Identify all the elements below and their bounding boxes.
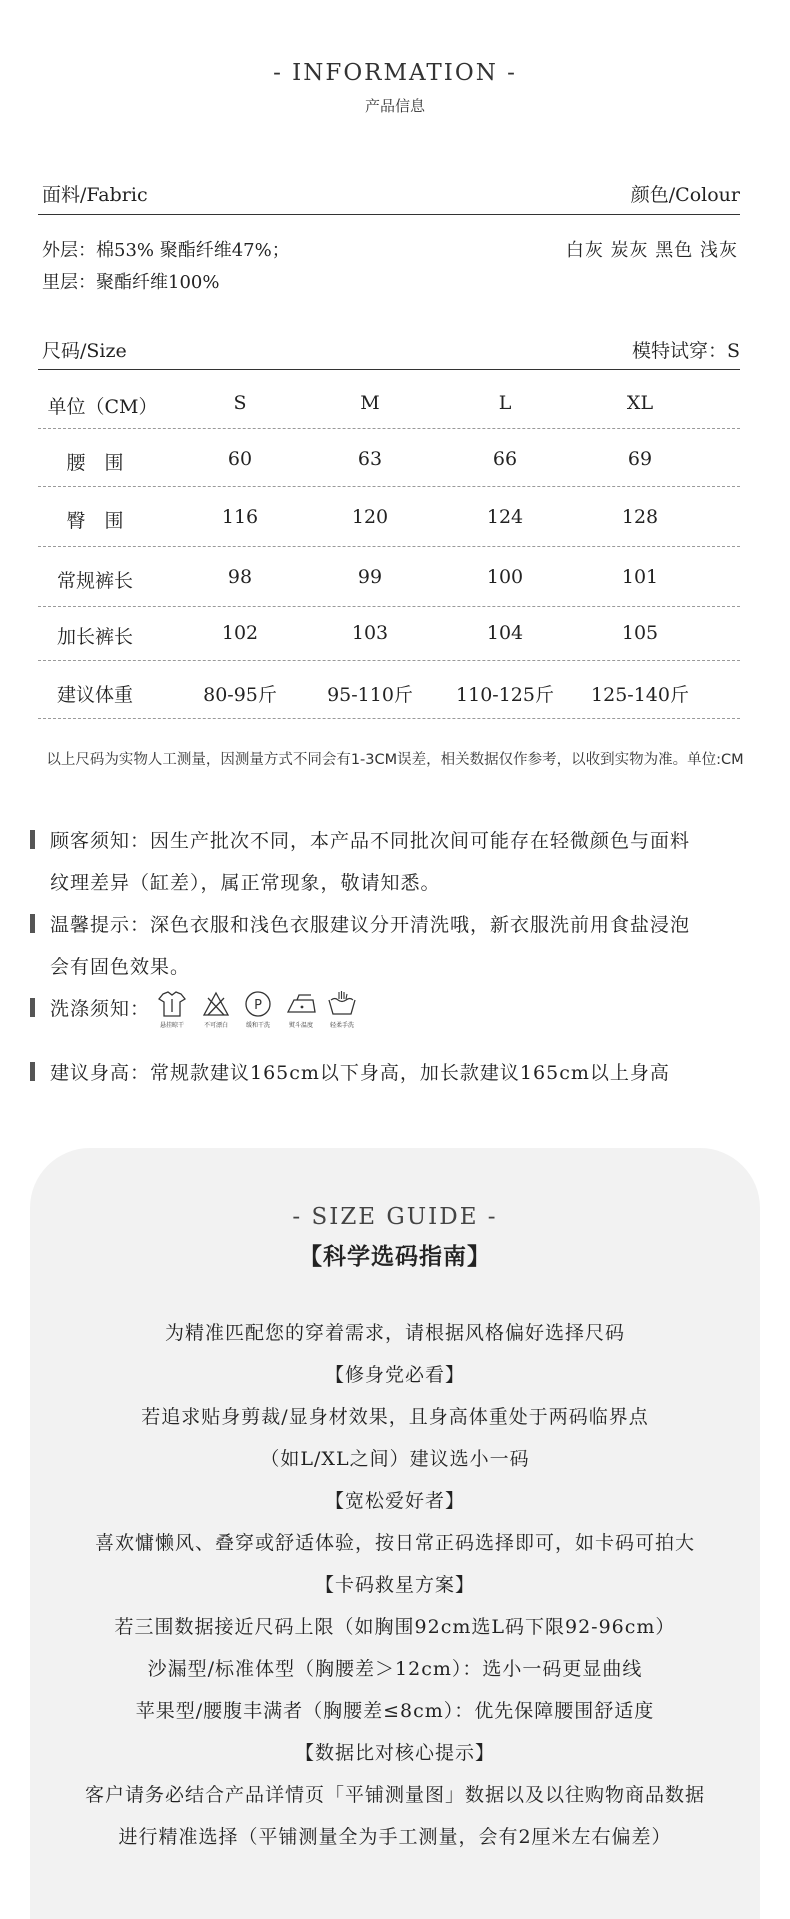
guide-line: 【宽松爱好者】 [324, 1490, 465, 1512]
icon-caption: 轻柔手洗 [329, 1022, 354, 1029]
icon-caption: 悬挂晾干 [159, 1022, 184, 1029]
no-bleach-icon [202, 990, 230, 1018]
icon-caption: 熨斗温度 [288, 1022, 313, 1029]
table-cell: 80-95斤 [203, 684, 277, 706]
notice-bar [30, 830, 35, 849]
guide-line: 喜欢慵懒风、叠穿或舒适体验，按日常正码选择即可，如卡码可拍大 [94, 1532, 695, 1554]
size-guide-title: - SIZE GUIDE - [292, 1204, 498, 1230]
svg-text:P: P [254, 998, 262, 1013]
table-cell: 95-110斤 [327, 684, 413, 706]
table-cell: 69 [627, 448, 653, 470]
table-row-label: 臀 围 [66, 510, 124, 532]
table-divider [38, 660, 740, 661]
table-cell: 100 [486, 566, 524, 588]
table-cell: 125-140斤 [591, 684, 689, 706]
notice-bar [30, 914, 35, 933]
guide-line: 苹果型/腰腹丰满者（胸腰差≤8cm）：优先保障腰围舒适度 [135, 1700, 655, 1722]
fabric-inner: 里层：聚酯纤维100% [42, 272, 220, 293]
table-cell: 99 [357, 566, 383, 588]
icon-caption: 不可漂白 [203, 1022, 228, 1029]
height-advice: 建议身高：常规款建议165cm以下身高，加长款建议165cm以上身高 [50, 1062, 670, 1084]
guide-line: 若三围数据接近尺码上限（如胸围92cm选L码下限92-96cm） [114, 1616, 676, 1638]
guide-line: 客户请务必结合产品详情页「平铺测量图」数据以及以往购物商品数据 [84, 1784, 705, 1806]
table-header-s: S [233, 392, 247, 414]
table-cell: 128 [621, 506, 659, 528]
table-cell: 66 [492, 448, 518, 470]
notice-bar [30, 998, 35, 1017]
hang-dry-icon [157, 990, 187, 1018]
guide-line: 为精准匹配您的穿着需求，请根据风格偏好选择尺码 [164, 1322, 625, 1344]
fabric-label: 面料/Fabric [42, 184, 148, 206]
table-divider [38, 428, 740, 429]
table-header-unit: 单位（CM） [47, 396, 158, 418]
table-cell: 116 [221, 506, 259, 528]
guide-line: （如L/XL之间）建议选小一码 [260, 1448, 530, 1470]
dry-clean-p-icon [244, 990, 272, 1018]
table-cell: 120 [351, 506, 389, 528]
info-subtitle: 产品信息 [364, 97, 425, 115]
fabric-divider [38, 214, 740, 215]
table-cell: 60 [227, 448, 253, 470]
customer-notice-line-1: 顾客须知：因生产批次不同，本产品不同批次间可能存在轻微颜色与面料 [50, 830, 691, 852]
wash-label: 洗涤须知： [50, 998, 151, 1020]
guide-line: 【修身党必看】 [324, 1364, 465, 1386]
info-title: - INFORMATION - [273, 60, 517, 86]
table-cell: 104 [486, 622, 524, 644]
colour-label: 颜色/Colour [630, 184, 740, 206]
guide-line: 【数据比对核心提示】 [294, 1742, 495, 1764]
table-divider [38, 606, 740, 607]
table-cell: 98 [227, 566, 253, 588]
hand-wash-icon [327, 990, 357, 1018]
table-divider [38, 718, 740, 719]
model-size-label: 模特试穿：S [631, 340, 740, 362]
table-row-label: 加长裤长 [56, 626, 133, 648]
table-cell: 110-125斤 [456, 684, 554, 706]
table-row-label: 腰 围 [66, 452, 124, 474]
size-divider [38, 369, 740, 370]
table-header-l: L [498, 392, 512, 414]
guide-line: 进行精准选择（平铺测量全为手工测量，会有2厘米左右偏差） [118, 1826, 672, 1848]
fabric-outer: 外层：棉53% 聚酯纤维47%； [42, 240, 290, 261]
table-cell: 102 [221, 622, 259, 644]
guide-line: 若追求贴身剪裁/显身材效果，且身高体重处于两码临界点 [141, 1406, 649, 1428]
tip-line-2: 会有固色效果。 [50, 956, 191, 978]
notice-bar [30, 1062, 35, 1081]
table-cell: 63 [357, 448, 383, 470]
iron-low-icon [285, 990, 317, 1018]
table-cell: 103 [351, 622, 389, 644]
table-divider [38, 486, 740, 487]
table-divider [38, 546, 740, 547]
measurement-note: 以上尺码为实物人工测量，因测量方式不同会有1-3CM误差，相关数据仅作参考，以收到实物为准。单位:CM [46, 752, 744, 768]
colour-options: 白灰 炭灰 黑色 浅灰 [565, 240, 738, 261]
size-label: 尺码/Size [42, 340, 127, 362]
table-row-label: 常规裤长 [56, 570, 133, 592]
customer-notice-line-2: 纹理差异（缸差），属正常现象，敬请知悉。 [50, 872, 441, 894]
table-cell: 105 [621, 622, 659, 644]
tip-line-1: 温馨提示：深色衣服和浅色衣服建议分开清洗哦，新衣服洗前用食盐浸泡 [50, 914, 691, 936]
guide-line: 沙漏型/标准体型（胸腰差＞12cm）：选小一码更显曲线 [147, 1658, 643, 1680]
size-guide-subtitle: 【科学选码指南】 [299, 1243, 491, 1270]
table-header-m: M [360, 392, 380, 414]
guide-line: 【卡码救星方案】 [314, 1574, 475, 1596]
table-cell: 124 [486, 506, 524, 528]
icon-caption: 缓和干洗 [245, 1022, 270, 1029]
table-cell: 101 [621, 566, 659, 588]
table-row-label: 建议体重 [56, 684, 133, 706]
table-header-xl: XL [626, 392, 654, 414]
